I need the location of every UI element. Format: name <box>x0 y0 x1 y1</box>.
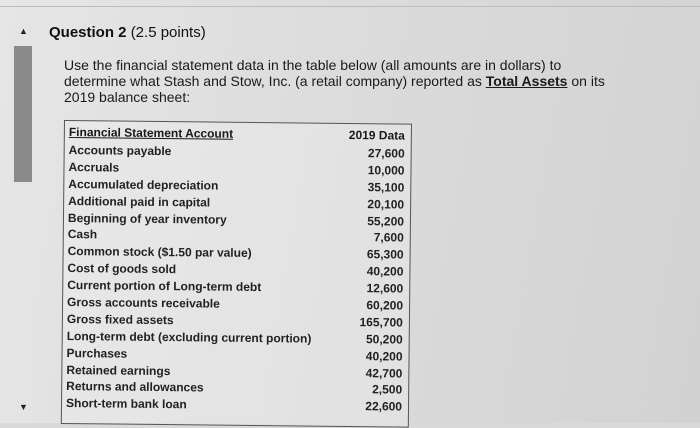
prompt-emphasis: Total Assets <box>485 73 568 89</box>
row-value: 55,200 <box>367 213 405 229</box>
table-row <box>66 396 402 416</box>
scroll-down-icon[interactable]: ▼ <box>19 402 28 412</box>
row-account: Gross fixed assets <box>66 311 174 328</box>
financial-data-table <box>61 120 412 428</box>
row-value: 60,200 <box>366 298 404 313</box>
header-account: Financial Statement Account <box>68 125 234 141</box>
row-account: Accumulated depreciation <box>68 176 219 193</box>
row-account: Returns and allowances <box>66 379 204 395</box>
row-value: 40,200 <box>365 348 403 364</box>
row-account: Additional paid in capital <box>68 193 211 210</box>
row-value: 2,500 <box>372 382 403 398</box>
row-value: 20,100 <box>367 196 405 212</box>
table-rows <box>66 143 405 417</box>
row-value: 10,000 <box>367 163 405 178</box>
row-account: Accounts payable <box>68 143 172 159</box>
row-account: Common stock ($1.50 par value) <box>67 244 252 261</box>
row-account: Accruals <box>68 159 120 175</box>
row-account: Current portion of Long-term debt <box>67 278 262 295</box>
row-value: 7,600 <box>373 230 404 246</box>
row-account: Purchases <box>66 345 128 361</box>
row-account: Short-term bank loan <box>65 396 187 412</box>
row-account: Beginning of year inventory <box>67 210 227 227</box>
row-value: 12,600 <box>366 281 404 296</box>
table-header <box>68 125 405 143</box>
row-account: Gross accounts receivable <box>67 295 220 311</box>
scroll-thumb[interactable] <box>14 46 32 182</box>
prompt-text-end: on its 2019 balance sheet: <box>64 73 605 105</box>
row-account: Retained earnings <box>66 362 171 378</box>
question-number: Question 2 <box>49 24 127 41</box>
scroll-up-icon[interactable]: ▲ <box>19 26 28 36</box>
prompt-text: Use the financial statement data in the table below (all amounts are in dollars) to determine what Stash and Stow, Inc. (a retail company) reported as <box>64 57 562 89</box>
row-value: 42,700 <box>365 365 403 381</box>
row-value: 50,200 <box>365 331 403 347</box>
row-account: Cash <box>67 227 98 242</box>
row-value: 22,600 <box>365 399 403 414</box>
question-points: (2.5 points) <box>130 24 206 41</box>
row-account: Cost of goods sold <box>67 261 177 277</box>
row-value: 165,700 <box>359 315 403 330</box>
row-account: Long-term debt (excluding current portion) <box>66 328 312 346</box>
row-value: 35,100 <box>367 179 405 195</box>
question-prompt <box>64 57 624 105</box>
row-value: 65,300 <box>366 247 404 262</box>
row-value: 40,200 <box>366 264 404 279</box>
scrollbar[interactable] <box>10 22 36 423</box>
header-value: 2019 Data <box>348 127 405 143</box>
divider <box>0 6 700 7</box>
question-title <box>49 24 206 41</box>
row-value: 27,600 <box>367 146 405 161</box>
